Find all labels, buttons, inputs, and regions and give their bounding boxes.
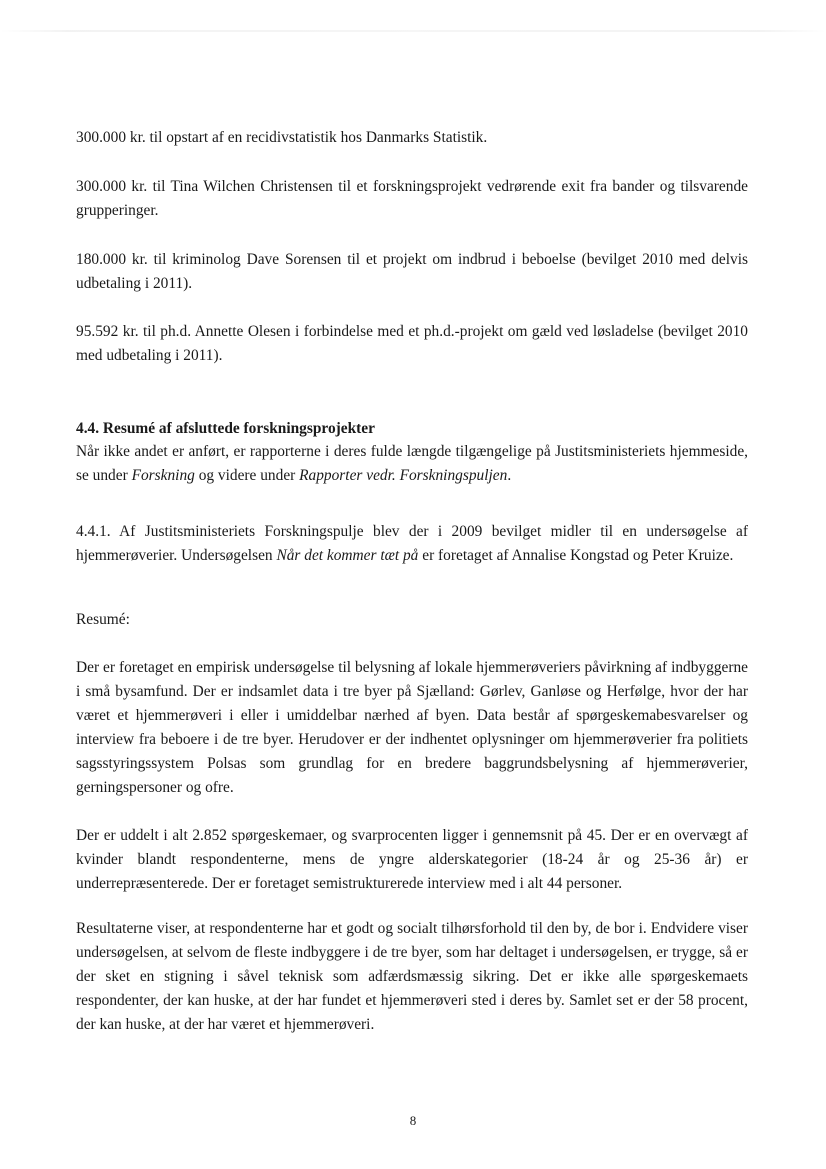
- subsection-text-2: er foretaget af Annalise Kongstad og Peter Kruize.: [418, 547, 734, 564]
- page-number: 8: [409, 1113, 417, 1128]
- section-heading: 4.4. Resumé af afsluttede forskningsprojekter: [76, 420, 375, 437]
- funding-item-2: 300.000 kr. til Tina Wilchen Christensen til et forskningsprojekt vedrørende exit fra bander og tilsvarende grupperinger.: [76, 178, 748, 219]
- funding-item-1: 300.000 kr. til opstart af en recidivstatistik hos Danmarks Statistik.: [76, 129, 488, 146]
- report-title: Når det kommer tæt på: [276, 547, 419, 564]
- resume-paragraph-1: Der er foretaget en empirisk undersøgelse til belysning af lokale hjemmerøveriers påvirkning af indbyggerne i små bysamfund. Der er indsamlet data i tre byer på Sjælland: Gørlev, Ganløse og Herfølge, hvor der har været et hjemmerøveri i eller i umiddelbar nærhed af byen. Data består af spørgeskemabesvarelser og interview fra beboere i de tre byer. Herudover er der indhentet oplysninger om hjemmerøverier fra politiets sagsstyringssystem Polsas som grundlag for en bredere baggrundsbelysning af hjemmerøverier, gerningspersoner og ofre.: [76, 659, 748, 796]
- subsection-paragraph: [76, 520, 748, 568]
- intro-text-2: og videre under: [194, 467, 300, 484]
- intro-link-rapporter: Rapporter vedr. Forskningspuljen: [299, 467, 508, 484]
- resume-label: Resumé:: [76, 611, 130, 628]
- scan-edge-line: [0, 30, 826, 32]
- section-intro: [76, 440, 748, 488]
- intro-text-1: Når ikke andet er anført, er rapporterne i deres fulde længde tilgængelige på Justitsministeriets hjemmeside, se under: [76, 443, 748, 484]
- resume-paragraph-2: Der er uddelt i alt 2.852 spørgeskemaer, og svarprocenten ligger i gennemsnit på 45. Der er en overvægt af kvinder blandt respondenterne, mens de yngre alderskategorier (18-24 år og 25-36 år) er underrepræsenterede. Der er foretaget semistrukturerede interview med i alt 44 personer.: [76, 827, 748, 892]
- intro-text-3: .: [507, 467, 512, 484]
- funding-item-3: 180.000 kr. til kriminolog Dave Sorensen til et projekt om indbrud i beboelse (bevilget 2010 med delvis udbetaling i 2011).: [76, 251, 748, 292]
- funding-item-4: 95.592 kr. til ph.d. Annette Olesen i forbindelse med et ph.d.-projekt om gæld ved løsladelse (bevilget 2010 med udbetaling i 2011).: [76, 323, 748, 364]
- subsection-text-1: 4.4.1. Af Justitsministeriets Forskningspulje blev der i 2009 bevilget midler til en undersøgelse af hjemmerøverier. Undersøgelsen: [76, 523, 748, 564]
- resume-paragraph-3: Resultaterne viser, at respondenterne har et godt og socialt tilhørsforhold til den by, de bor i. Endvidere viser undersøgelsen, at selvom de fleste indbyggere i de tre byer, som har deltaget i undersøgelsen, er trygge, så er der sket en stigning i såvel teknisk som adfærdsmæssig sikring. Det er ikke alle spørgeskemaets respondenter, der kan huske, at der har fundet et hjemmerøveri sted i deres by. Samlet set er der 58 procent, der kan huske, at der har været et hjemmerøveri.: [76, 920, 748, 1033]
- intro-link-forskning: Forskning: [131, 467, 195, 484]
